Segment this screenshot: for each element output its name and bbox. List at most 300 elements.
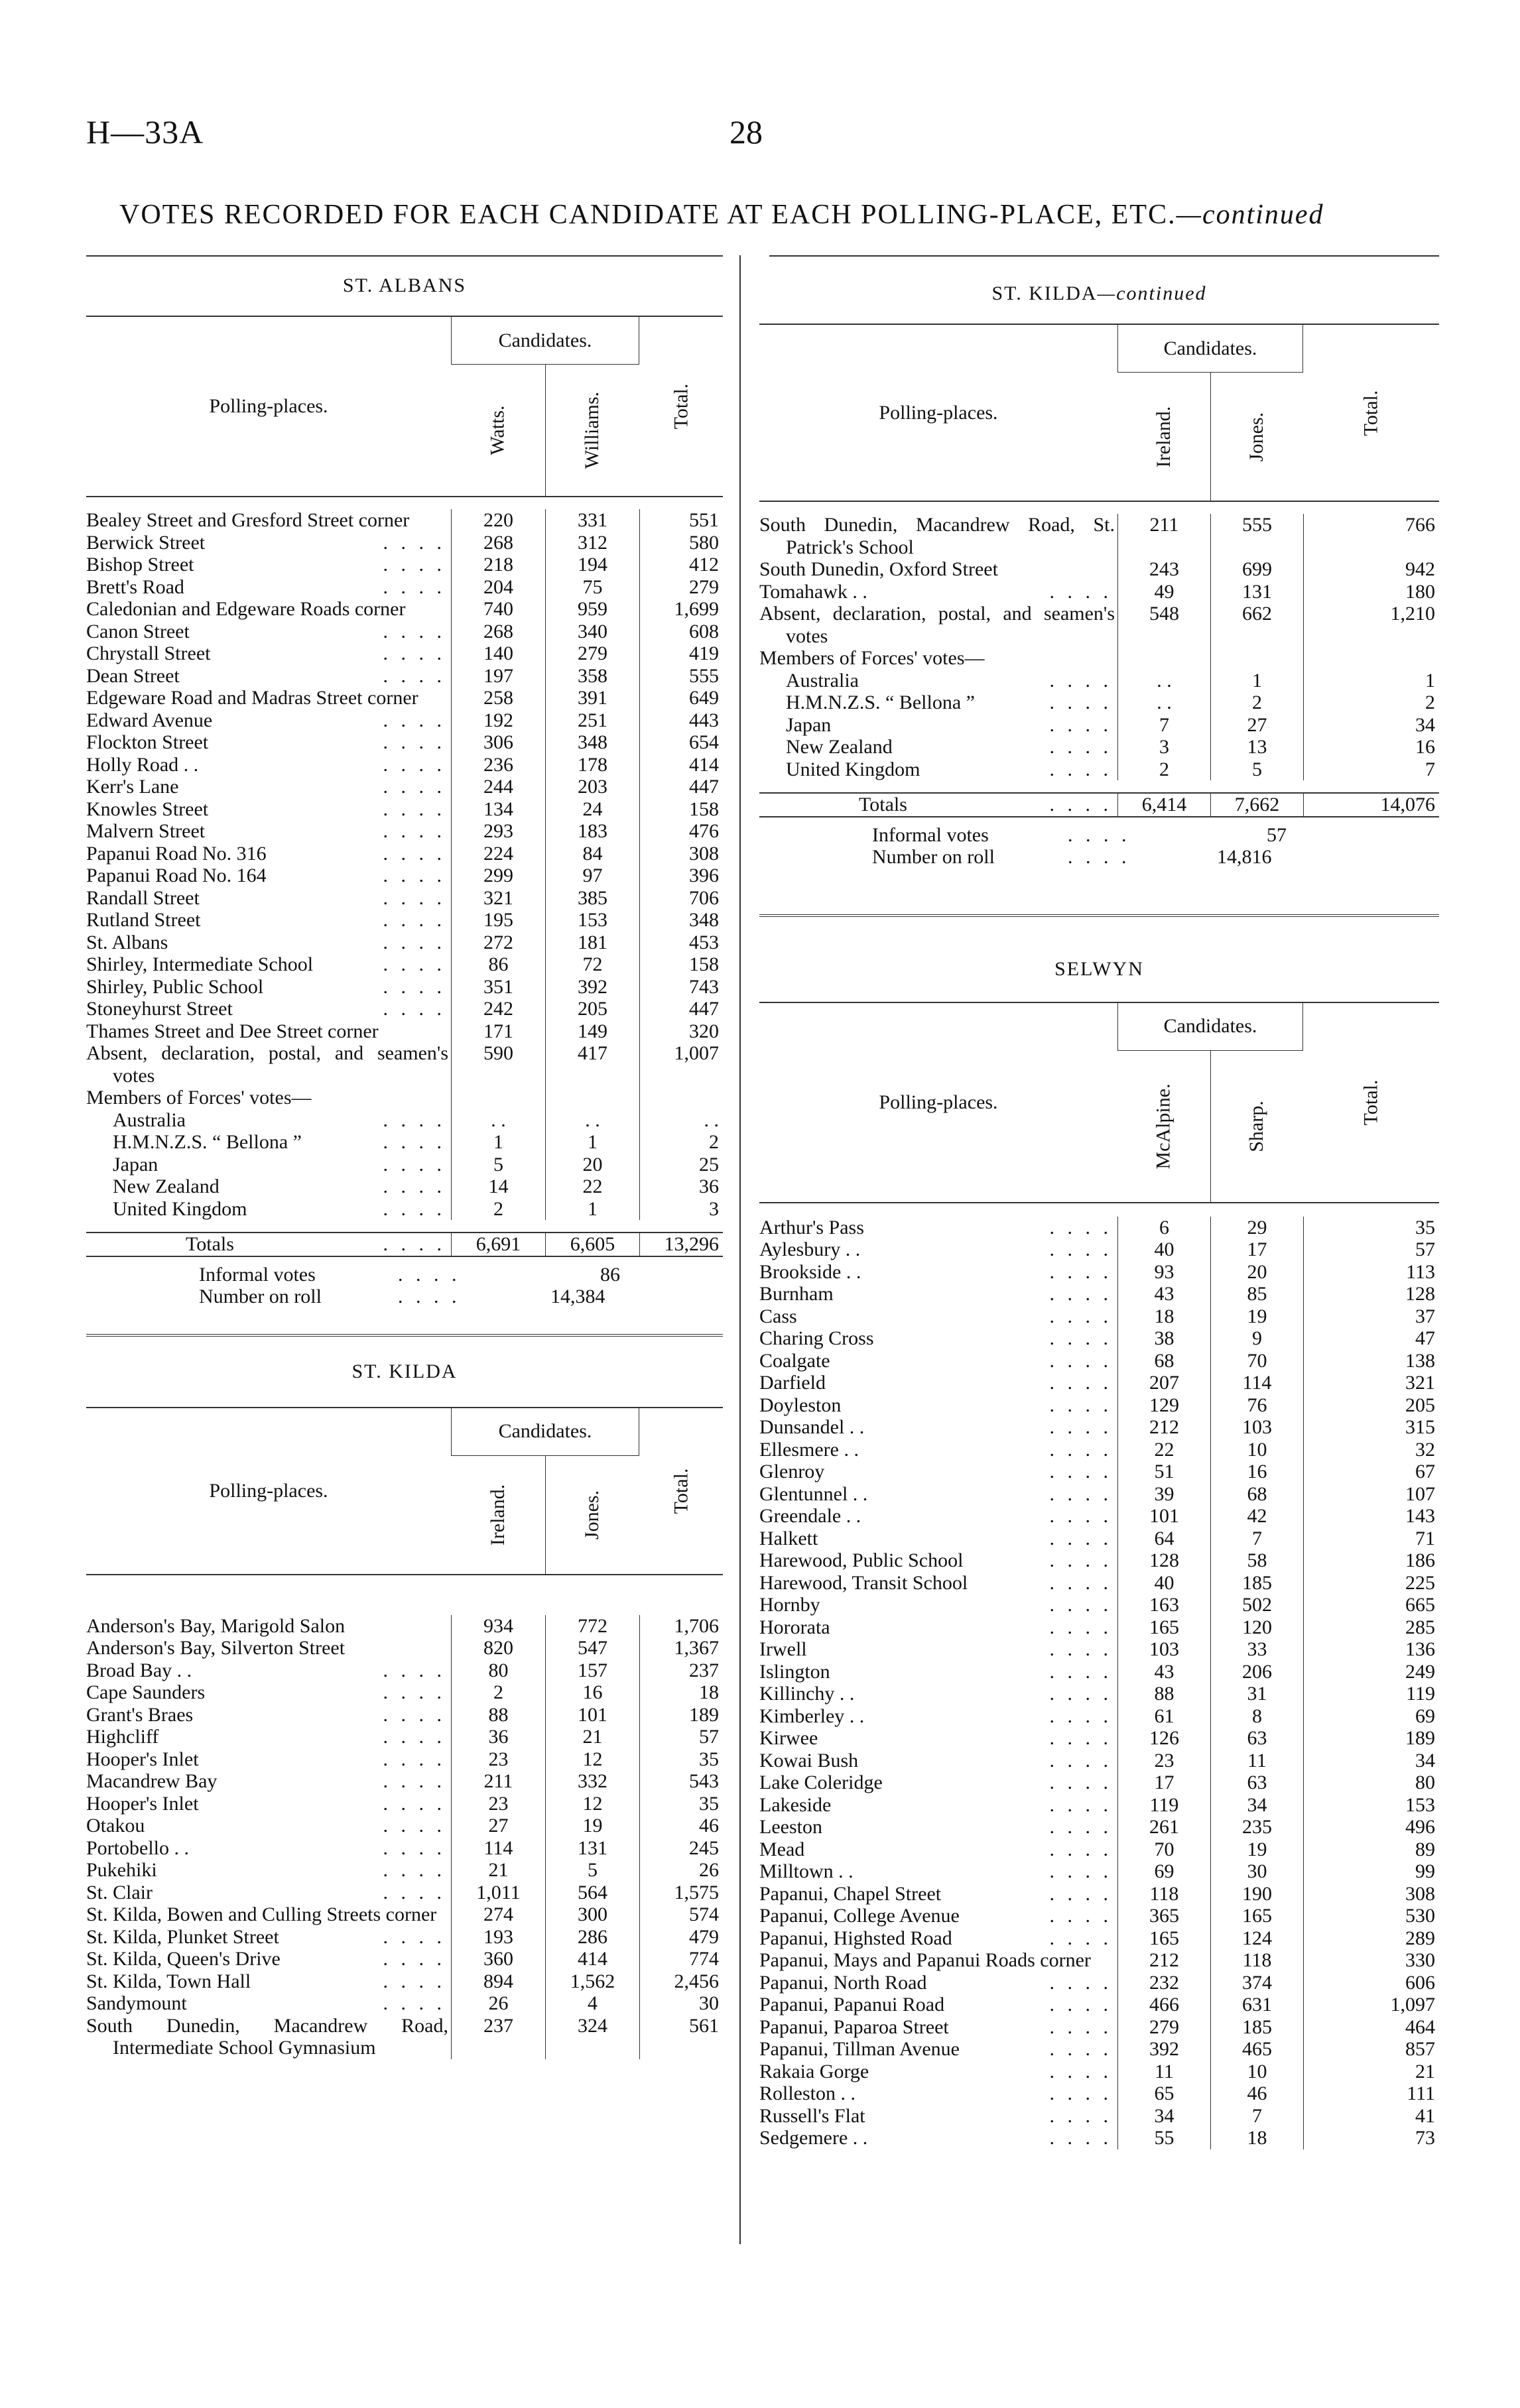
polling-place-cell [86,576,451,599]
candidate-ireland [451,1456,545,1574]
polling-place-cell [759,1549,1117,1572]
candidate-1-votes: 101 [1117,1505,1210,1528]
total-votes: 136 [1303,1638,1439,1661]
total-votes: 766 [1303,514,1439,558]
leader-dots: . . . . [1046,736,1113,758]
st-albans-roll [86,1286,723,1307]
candidate-2-votes: 279 [545,642,639,665]
candidate-1-votes: 55 [1117,2127,1210,2149]
total-votes: 330 [1303,1949,1439,1972]
leader-dots: . . . . [1046,1638,1113,1661]
candidate-1-votes: 34 [1117,2105,1210,2128]
candidate-2-votes: 358 [545,665,639,688]
table-row [86,1198,723,1221]
candidate-2-votes: 699 [1210,558,1303,581]
roll-value: 14,816 [1217,845,1272,868]
total-votes: 35 [1303,1217,1439,1239]
total-votes: 649 [639,687,723,709]
candidate-1-votes: 204 [451,576,545,599]
leader-dots: . . . . [379,754,446,776]
candidate-mcalpine [1117,1051,1210,1202]
title-rule-left [86,255,723,257]
candidate-1-votes: . . [451,1109,545,1132]
candidate-1-votes: 3 [1117,736,1210,758]
polling-place-name: Killinchy . . [759,1683,855,1705]
total-votes: 57 [639,1726,723,1748]
leader-dots: . . . . [379,1859,446,1882]
polling-place-name: Charing Cross [759,1327,874,1349]
table-row [759,1927,1439,1950]
polling-place-name: South Dunedin, Macandrew Road, Intermediate School Gymnasium [86,2014,448,2059]
candidate-1-votes: 126 [1117,1727,1210,1750]
total-header [639,317,723,496]
polling-place-cell [86,1020,451,1043]
polling-place-name: South Dunedin, Macandrew Road, St. Patrick's School [759,514,1115,558]
total-votes: 99 [1303,1860,1439,1883]
candidate-2-votes: 18 [1210,2127,1303,2149]
leader-dots: . . . . [1046,2061,1113,2083]
polling-place-name: Rolleston . . [759,2082,856,2104]
candidate-1-votes: 2 [451,1681,545,1704]
candidate-1-votes: 21 [451,1859,545,1882]
total-votes: 543 [639,1770,723,1793]
candidate-2-votes: 31 [1210,1683,1303,1705]
total-votes: 67 [1303,1461,1439,1483]
polling-place-name: Irwell [759,1638,807,1660]
polling-place-cell [759,2082,1117,2105]
candidate-1-votes: 36 [451,1726,545,1748]
candidate-2-votes: 4 [545,1992,639,2015]
candidate-2-votes: 340 [545,621,639,643]
candidate-1-votes: 236 [451,754,545,776]
totals-jones: 7,662 [1210,794,1303,816]
candidate-2-votes: 76 [1210,1394,1303,1417]
total-votes: 225 [1303,1572,1439,1595]
polling-place-name: Papanui, Paparoa Street [759,2016,949,2038]
polling-place-name: Berwick Street [86,531,206,554]
candidate-1-votes: 119 [1117,1794,1210,1817]
table-row [86,953,723,976]
candidate-1-votes: 268 [451,621,545,643]
table-row [759,1394,1439,1417]
total-votes: 26 [639,1859,723,1882]
page-code: H—33A [86,113,204,150]
table-row [759,758,1439,781]
table-row [86,1109,723,1132]
leader-dots: . . . . [379,798,446,821]
candidate-1-votes: 38 [1117,1327,1210,1350]
total-votes: 289 [1303,1927,1439,1950]
leader-dots: . . . . [1046,1505,1113,1528]
total-votes: 36 [639,1175,723,1198]
total-votes: 237 [639,1659,723,1682]
candidate-1-votes: 69 [1117,1860,1210,1883]
candidate-2-votes: 120 [1210,1616,1303,1639]
candidate-2-votes: 331 [545,509,639,532]
candidate-2-votes: 63 [1210,1727,1303,1750]
candidate-1-votes: 80 [451,1659,545,1682]
polling-place-name: Randall Street [86,886,200,909]
selwyn-rows [759,1217,1439,2149]
polling-place-name: Edward Avenue [86,709,213,731]
candidate-1-votes: 258 [451,687,545,709]
polling-place-cell [86,1748,451,1771]
polling-place-cell [759,2061,1117,2083]
polling-place-cell [759,1816,1117,1838]
polling-place-cell [86,798,451,821]
leader-dots: . . . . [379,1704,446,1726]
total-votes: 89 [1303,1838,1439,1861]
leader-dots: . . . . [1046,2105,1113,2128]
selwyn-title: SELWYN [1054,957,1144,980]
polling-place-name: Brookside . . [759,1260,861,1283]
leader-dots: . . . . [379,843,446,865]
candidate-1-votes: 212 [1117,1416,1210,1439]
candidate-1-votes: 23 [451,1748,545,1771]
polling-place-cell [759,2127,1117,2149]
polling-place-name: Papanui, College Avenue [759,1905,960,1927]
candidate-2-votes: 153 [545,909,639,932]
table-row [759,1838,1439,1861]
total-votes: 41 [1303,2105,1439,2128]
candidate-1-votes: 193 [451,1926,545,1949]
candidate-1-votes: 7 [1117,714,1210,737]
leader-dots: . . . . [379,1726,446,1748]
polling-place-cell [86,1637,451,1659]
table-row [759,514,1439,558]
candidate-2-votes: 7 [1210,1528,1303,1550]
candidate-1-votes: 244 [451,776,545,798]
candidate-2-votes: 34 [1210,1794,1303,1817]
candidate-1-votes: 14 [451,1175,545,1198]
leader-dots: . . . . [379,1815,446,1837]
total-votes: 453 [639,932,723,954]
polling-place-cell [86,1948,451,1970]
polling-place-cell [86,1859,451,1882]
table-row [759,1283,1439,1305]
polling-place-cell [86,998,451,1020]
leader-dots: . . . . [1046,1305,1113,1328]
table-row [759,558,1439,581]
leader-dots: . . . . [1046,1860,1113,1883]
table-row [86,1020,723,1043]
candidate-2-votes: 9 [1210,1327,1303,1350]
candidate-1-votes: 279 [1117,2016,1210,2039]
polling-place-name: Anderson's Bay, Silverton Street [86,1637,346,1659]
st-kilda-continued-header [759,324,1439,502]
candidate-1-votes: 64 [1117,1528,1210,1550]
total-votes: 35 [639,1793,723,1815]
leader-dots: . . . . [1046,1994,1113,2016]
total-label: Total. [670,1468,692,1514]
polling-place-cell [759,603,1117,647]
candidate-sharp [1210,1051,1303,1202]
polling-place-name: Papanui, Highsted Road [759,1927,952,1949]
candidate-2-votes: . . [545,1109,639,1132]
polling-place-name: Halkett [759,1527,818,1549]
candidate-1-votes: 321 [451,887,545,910]
candidate-1-votes: 392 [1117,2038,1210,2061]
candidate-1-votes: 88 [1117,1683,1210,1705]
polling-place-cell [86,1109,451,1132]
table-row [86,532,723,554]
total-votes: 80 [1303,1772,1439,1794]
candidate-1-votes: 232 [1117,1972,1210,1994]
polling-place-name: Grant's Braes [86,1703,194,1726]
polling-place-name: Hornby [759,1594,820,1616]
table-row [759,1528,1439,1550]
polling-place-cell [759,1261,1117,1284]
candidate-1-votes: 224 [451,843,545,865]
candidate-2-votes: 11 [1210,1750,1303,1772]
leader-dots: . . . . [1046,1439,1113,1461]
leader-dots: . . . . [1046,1549,1113,1572]
polling-place-cell [759,1394,1117,1417]
table-row [759,714,1439,737]
polling-place-cell [759,1927,1117,1950]
total-votes: 857 [1303,2038,1439,2061]
polling-place-cell [759,647,1117,670]
candidate-ireland-label: Ireland. [1152,406,1174,467]
candidate-2-votes: 114 [1210,1372,1303,1394]
candidate-1-votes: 39 [1117,1483,1210,1506]
candidate-1-votes: 243 [1117,558,1210,581]
polling-place-cell [759,2016,1117,2039]
polling-place-name: Lake Coleridge [759,1772,883,1793]
polling-place-cell [759,1905,1117,1927]
candidate-2-votes: 502 [1210,1594,1303,1616]
candidate-1-votes: 68 [1117,1350,1210,1372]
leader-dots: . . . . [379,576,446,599]
table-row [86,1926,723,1949]
polling-place-cell [86,1681,451,1704]
polling-place-name: South Dunedin, Oxford Street [759,558,998,580]
candidate-2-votes: 21 [545,1726,639,1748]
polling-place-name: St. Clair [86,1881,153,1903]
polling-place-cell [759,714,1117,737]
polling-place-cell [759,1439,1117,1461]
table-row [759,1638,1439,1661]
total-votes: 16 [1303,736,1439,758]
total-votes: 249 [1303,1661,1439,1683]
table-row [759,1594,1439,1616]
st-kilda-title: ST. KILDA [351,1360,458,1382]
st-albans-title: ST. ALBANS [342,274,467,296]
total-votes: 35 [639,1748,723,1771]
candidate-2-votes: 33 [1210,1638,1303,1661]
candidate-2-votes: 70 [1210,1350,1303,1372]
page-title [119,199,1324,231]
candidate-2-votes: 16 [1210,1461,1303,1483]
table-row [759,1616,1439,1639]
totals-label-cell [86,1233,451,1256]
table-row [759,581,1439,603]
total-votes: 496 [1303,1816,1439,1838]
polling-place-cell [86,1704,451,1726]
leader-dots: . . . . [1046,1528,1113,1550]
candidate-1-votes: 93 [1117,1261,1210,1284]
total-votes: 1,706 [639,1615,723,1638]
candidate-1-votes: 129 [1117,1394,1210,1417]
polling-place-cell [759,1972,1117,1994]
candidate-1-votes: 70 [1117,1838,1210,1861]
candidate-1-votes: 17 [1117,1772,1210,1794]
total-votes: 396 [639,865,723,887]
informal-label: Informal votes [872,823,989,846]
total-votes: 158 [639,798,723,821]
leader-dots: . . . . [1046,1838,1113,1861]
table-row [86,1726,723,1748]
polling-place-name: Japan [786,713,832,736]
polling-place-name: Australia [786,669,859,692]
candidate-2-votes: 348 [545,731,639,754]
polling-place-cell [759,1616,1117,1639]
total-votes: 476 [639,820,723,843]
candidate-2-votes: 185 [1210,2016,1303,2039]
candidate-2-votes: 10 [1210,2061,1303,2083]
table-row [86,1042,723,1087]
polling-place-name: Papanui, Mays and Papanui Roads corner [759,1949,1091,1971]
candidate-2-votes: 131 [1210,581,1303,603]
polling-place-name: Kimberley . . [759,1705,865,1727]
polling-place-cell [759,1572,1117,1595]
total-votes: 315 [1303,1416,1439,1439]
polling-places-label: Polling-places. [879,401,998,424]
polling-place-name: Cape Saunders [86,1681,206,1703]
candidate-1-votes: 128 [1117,1549,1210,1572]
polling-place-name: Lakeside [759,1793,832,1816]
polling-place-name: Darfield [759,1372,826,1394]
total-votes: 1,097 [1303,1994,1439,2016]
polling-place-name: Kowai Bush [759,1749,859,1772]
section-separator [86,1334,723,1337]
leader-dots: . . . . [1046,1883,1113,1905]
leader-dots: . . . . [379,932,446,954]
candidate-1-votes: 65 [1117,2082,1210,2105]
candidate-2-votes: 183 [545,820,639,843]
candidate-2-votes: 374 [1210,1972,1303,1994]
polling-place-name: New Zealand [786,736,893,758]
polling-places-label: Polling-places. [209,1479,328,1502]
candidates-label: Candidates. [1117,325,1303,373]
total-votes [639,1087,723,1109]
polling-place-name: St. Kilda, Plunket Street [86,1925,279,1948]
leader-dots: . . . . [379,1659,446,1682]
leader-dots: . . . . [379,909,446,932]
total-votes: 320 [639,1020,723,1043]
leader-dots: . . . . [1046,1772,1113,1794]
candidate-2-votes: 555 [1210,514,1303,558]
candidate-2-votes: 181 [545,932,639,954]
candidate-1-votes: 40 [1117,1238,1210,1261]
total-votes: 555 [639,665,723,688]
candidate-2-votes: 12 [545,1793,639,1815]
total-votes: 665 [1303,1594,1439,1616]
table-row [759,1816,1439,1838]
polling-place-cell [759,1483,1117,1506]
polling-place-cell [759,1372,1117,1394]
candidate-2-votes: 392 [545,976,639,998]
total-votes: 57 [1303,1238,1439,1261]
leader-dots: . . . . [1046,1261,1113,1284]
candidate-1-votes: 306 [451,731,545,754]
total-votes: 447 [639,776,723,798]
polling-place-cell [86,554,451,576]
total-votes: 2 [639,1131,723,1154]
candidate-2-votes: 19 [1210,1305,1303,1328]
table-row [86,776,723,798]
leader-dots: . . . . [1046,1217,1113,1239]
table-row [86,687,723,709]
candidate-2-votes: 1 [545,1131,639,1154]
leader-dots: . . . . [1046,1416,1113,1439]
candidate-2-votes: 84 [545,843,639,865]
table-row [86,1704,723,1726]
polling-place-cell [759,1638,1117,1661]
polling-place-name: Papanui, Tillman Avenue [759,2038,960,2060]
table-row [759,1350,1439,1372]
table-row [759,2016,1439,2039]
candidate-ireland [1117,373,1210,501]
candidate-1-votes: 261 [1117,1816,1210,1838]
leader-dots: . . . . [379,1926,446,1949]
candidates-label: Candidates. [451,317,639,365]
total-votes: 1,210 [1303,603,1439,647]
total-votes: 414 [639,754,723,776]
leader-dots: . . . . [379,776,446,798]
polling-place-name: H.M.N.Z.S. “ Bellona ” [113,1131,302,1153]
candidate-1-votes: 51 [1117,1461,1210,1483]
table-row [759,2127,1439,2149]
polling-place-name: Portobello . . [86,1836,189,1859]
polling-place-cell [86,1726,451,1748]
leader-dots: . . . . [1046,2038,1113,2061]
candidate-1-votes: 49 [1117,581,1210,603]
leader-dots: . . . . [379,865,446,887]
totals-dots: . . . . [383,1233,446,1255]
table-row [86,1615,723,1638]
polling-place-name: Coalgate [759,1349,830,1372]
candidate-2-votes: 190 [1210,1883,1303,1905]
table-row [759,1994,1439,2016]
st-kilda-continued-title [759,278,1439,309]
polling-place-cell [86,1198,451,1221]
polling-place-name: Members of Forces' votes— [759,647,985,669]
polling-place-cell [86,953,451,976]
candidate-2-votes: 772 [545,1615,639,1638]
candidate-2-votes: 118 [1210,1949,1303,1972]
total-votes: 308 [639,843,723,865]
candidate-1-votes: 140 [451,642,545,665]
candidate-1-votes: 11 [1117,2061,1210,2083]
total-votes: 279 [639,576,723,599]
candidate-jones [1210,373,1303,501]
st-kilda-informal [759,824,1439,846]
candidate-2-votes: 391 [545,687,639,709]
candidate-2-votes: 27 [1210,714,1303,737]
total-votes: 71 [1303,1528,1439,1550]
polling-place-name: Burnham [759,1283,834,1305]
candidate-1-votes: 195 [451,909,545,932]
table-row [759,1483,1439,1506]
leader-dots: . . . . [379,1109,446,1132]
leader-dots: . . . . [1046,1594,1113,1616]
candidate-1-votes: 192 [451,709,545,732]
candidate-1-votes: 365 [1117,1905,1210,1927]
total-votes: 530 [1303,1905,1439,1927]
candidate-2-votes: 564 [545,1882,639,1904]
st-albans-section [86,271,723,2059]
